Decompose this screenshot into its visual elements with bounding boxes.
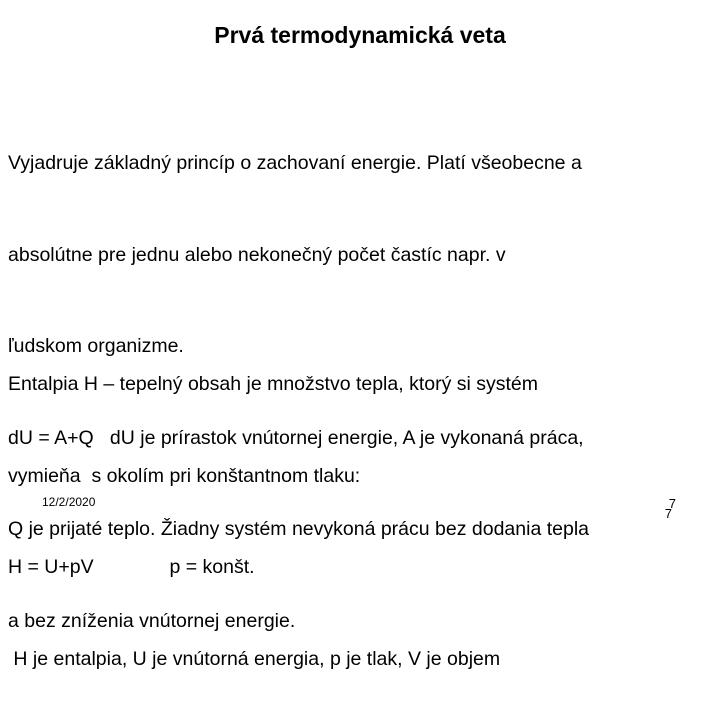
text-line: a bez zníženia vnútornej energie. — [8, 609, 296, 632]
equation-line: dU = A+Q dU je prírastok vnútornej energie, A je vykonaná práca, — [8, 426, 584, 449]
text-line: Q je prijaté teplo. Žiadny systém nevykoná prácu bez dodania tepla — [8, 518, 590, 540]
text-line: vymieňa s okolím pri konštantnom tlaku: — [8, 464, 361, 487]
text-line: Entalpia H – tepelný obsah je množstvo tepla, ktorý si systém — [8, 373, 539, 395]
enthalpy-paragraph — [8, 308, 716, 705]
text-line: ľudskom organizme. — [8, 335, 184, 357]
page-number: 7 — [668, 496, 676, 511]
text-line: absolútne pre jednu alebo nekonečný počet častíc napr. v — [8, 243, 506, 266]
footer-date: 12/2/2020 — [42, 495, 96, 509]
text-line: Vyjadruje základný princíp o zachovaní energie. Platí všeobecne a — [8, 152, 582, 174]
page-number-repeat: 7 — [664, 506, 672, 521]
equation-line: H = U+pV p = konšt. — [8, 556, 255, 578]
text-line: H je entalpia, U je vnútorná energia, p je tlak, V je objem — [8, 647, 501, 670]
slide-title: Prvá termodynamická veta — [214, 22, 506, 48]
